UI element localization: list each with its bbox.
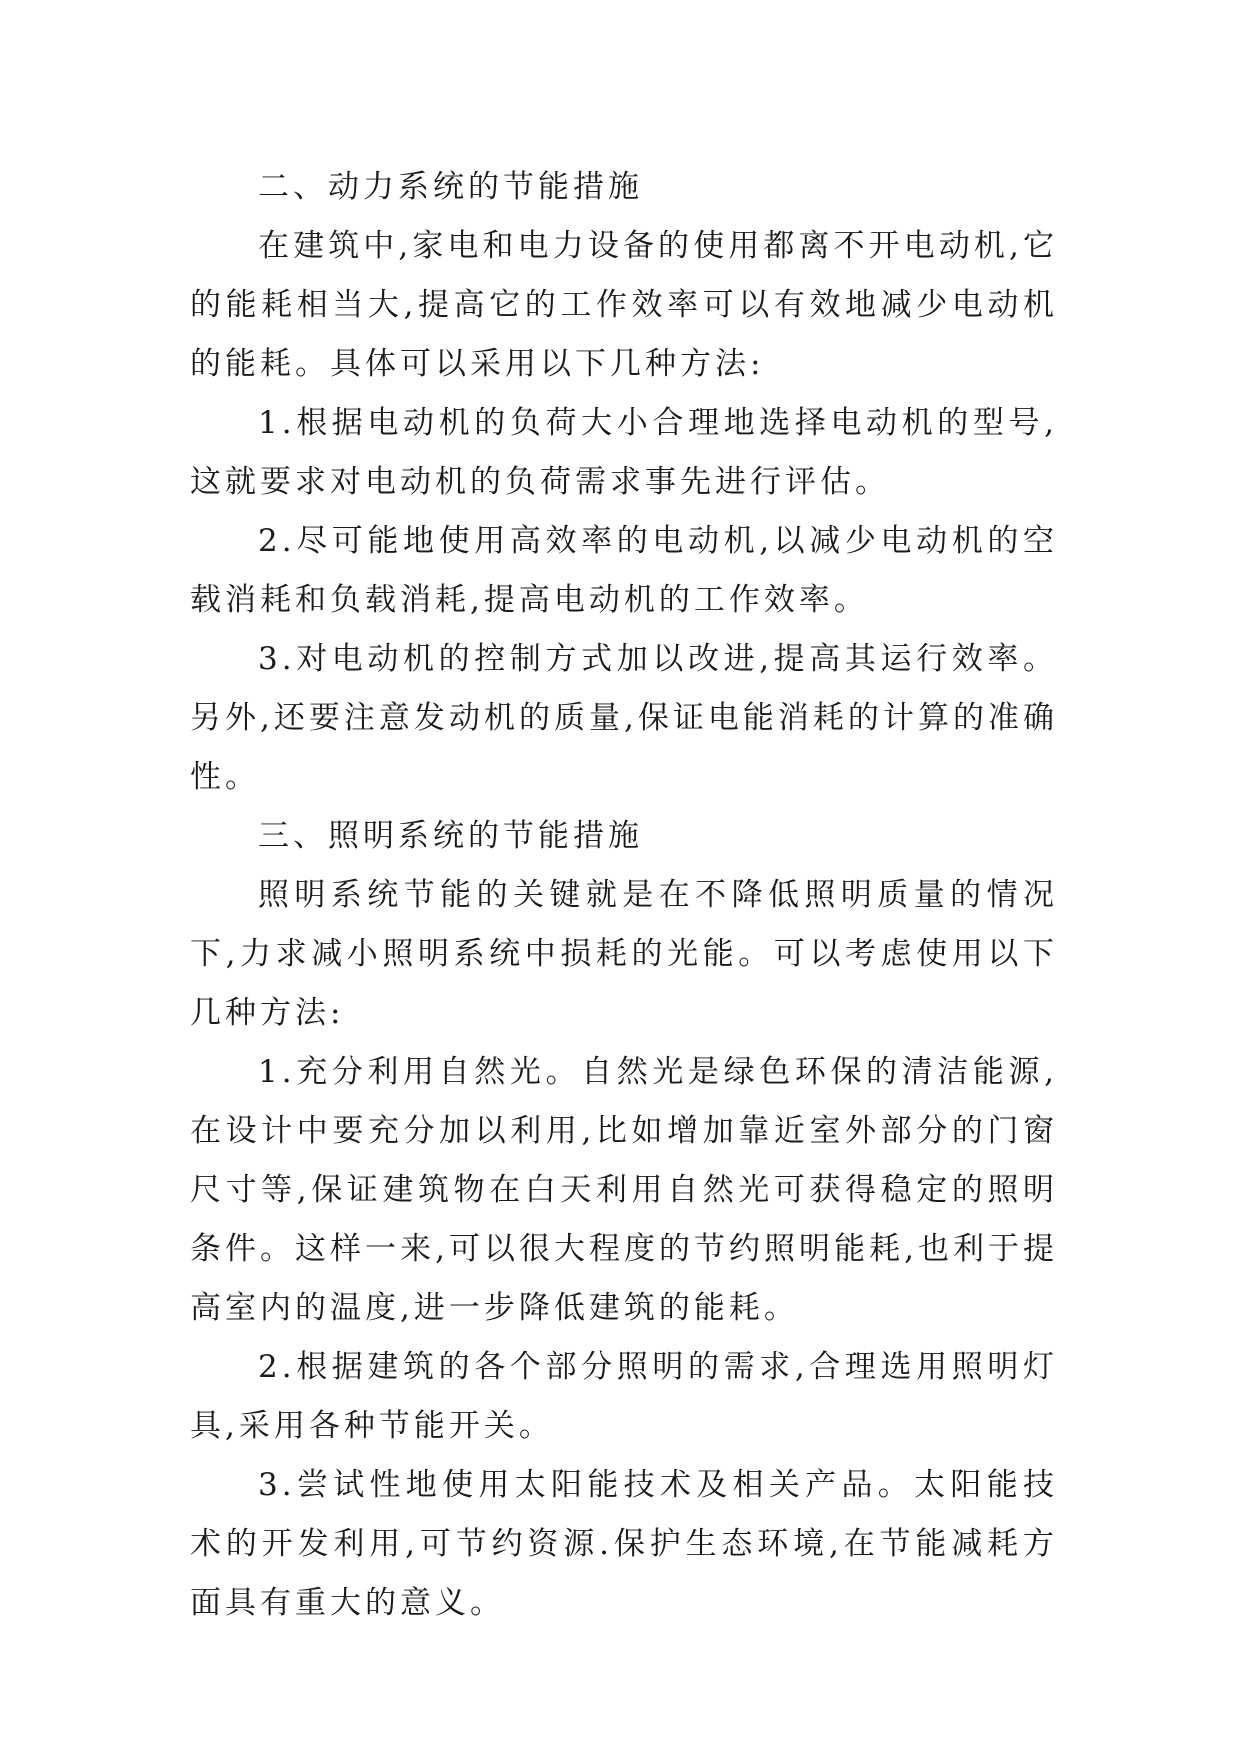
document-page (190, 158, 1058, 1633)
section-3-item-3: 3.尝试性地使用太阳能技术及相关产品。太阳能技术的开发利用,可节约资源.保护生态环境,在节能减耗方面具有重大的意义。 (190, 1467, 1058, 1621)
section-2-item-3: 3.对电动机的控制方式加以改进,提高其运行效率。另外,还要注意发动机的质量,保证电能消耗的计算的准确性。 (190, 641, 1058, 795)
section-2-intro: 在建筑中,家电和电力设备的使用都离不开电动机,它的能耗相当大,提高它的工作效率可以有效地减少电动机的能耗。具体可以采用以下几种方法: (190, 228, 1058, 382)
section-2-item-1: 1.根据电动机的负荷大小合理地选择电动机的型号,这就要求对电动机的负荷需求事先进行评估。 (190, 405, 1058, 500)
section-3-item-2: 2.根据建筑的各个部分照明的需求,合理选用照明灯具,采用各种节能开关。 (190, 1349, 1058, 1444)
section-2-item-2: 2.尽可能地使用高效率的电动机,以减少电动机的空载消耗和负载消耗,提高电动机的工作效率。 (190, 523, 1058, 618)
section-2-heading: 二、动力系统的节能措施 (258, 169, 643, 205)
section-3-item-1: 1.充分利用自然光。自然光是绿色环保的清洁能源,在设计中要充分加以利用,比如增加靠近室外部分的门窗尺寸等,保证建筑物在白天利用自然光可获得稳定的照明条件。这样一来,可以很大程度的节约照明能耗,也利于提高室内的温度,进一步降低建筑的能耗。 (190, 1054, 1058, 1326)
section-3-intro: 照明系统节能的关键就是在不降低照明质量的情况下,力求减小照明系统中损耗的光能。可以考虑使用以下几种方法: (190, 877, 1058, 1031)
section-3-heading: 三、照明系统的节能措施 (258, 818, 643, 854)
